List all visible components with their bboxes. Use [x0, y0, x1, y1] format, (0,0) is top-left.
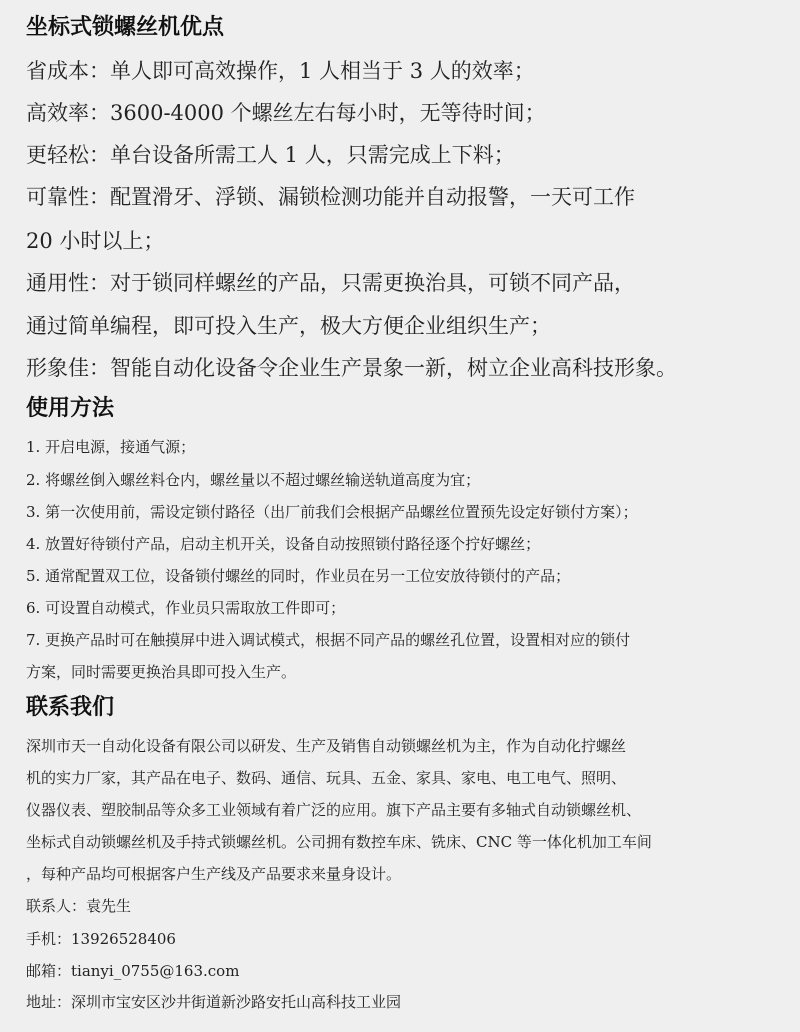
- contact-line: 深圳市天一自动化设备有限公司以研发、生产及销售自动锁螺丝机为主，作为自动化拧螺丝: [26, 737, 627, 755]
- contact-phone: 手机：13926528406: [26, 930, 176, 948]
- contact-line: 机的实力厂家，其产品在电子、数码、通信、玩具、五金、家具、家电、电工电气、照明、: [26, 769, 627, 787]
- contact-heading: 联系我们: [26, 695, 115, 720]
- advantage-line: 形象佳：智能自动化设备令企业生产景象一新，树立企业高科技形象。: [26, 356, 677, 380]
- usage-line: 7. 更换产品时可在触摸屏中进入调试模式，根据不同产品的螺丝孔位置，设置相对应的锁付: [26, 631, 631, 649]
- contact-line: 仪器仪表、塑胶制品等众多工业领域有着广泛的应用。旗下产品主要有多轴式自动锁螺丝机、: [26, 801, 642, 819]
- advantage-line: 通用性：对于锁同样螺丝的产品，只需更换治具，可锁不同产品，: [26, 271, 635, 295]
- usage-line: 1. 开启电源，接通气源；: [26, 438, 196, 456]
- contact-line: 坐标式自动锁螺丝机及手持式锁螺丝机。公司拥有数控车床、铣床、CNC 等一体化机加工车间: [26, 833, 652, 851]
- contact-line: ，每种产品均可根据客户生产线及产品要求来量身设计。: [26, 865, 402, 883]
- advantage-line: 高效率：3600-4000 个螺丝左右每小时，无等待时间；: [26, 101, 546, 125]
- advantage-line: 通过简单编程，即可投入生产，极大方便企业组织生产；: [26, 314, 551, 338]
- advantages-heading: 坐标式锁螺丝机优点: [26, 15, 225, 40]
- contact-person: 联系人：袁先生: [26, 897, 132, 915]
- usage-line: 2. 将螺丝倒入螺丝料仓内，螺丝量以不超过螺丝输送轨道高度为宜；: [26, 471, 481, 489]
- advantage-line: 省成本：单人即可高效操作，1 人相当于 3 人的效率；: [26, 59, 535, 83]
- contact-address: 地址：深圳市宝安区沙井街道新沙路安托山高科技工业园: [26, 993, 402, 1011]
- usage-heading: 使用方法: [26, 396, 115, 421]
- usage-line: 方案，同时需要更换治具即可投入生产。: [26, 663, 297, 681]
- usage-line: 3. 第一次使用前，需设定锁付路径（出厂前我们会根据产品螺丝位置预先设定好锁付方案）；: [26, 503, 638, 521]
- advantage-line: 20 小时以上；: [26, 229, 165, 253]
- usage-line: 6. 可设置自动模式，作业员只需取放工件即可；: [26, 599, 346, 617]
- usage-line: 4. 放置好待锁付产品，启动主机开关，设备自动按照锁付路径逐个拧好螺丝；: [26, 535, 541, 553]
- advantage-line: 更轻松：单台设备所需工人 1 人，只需完成上下料；: [26, 143, 515, 167]
- advantage-line: 可靠性：配置滑牙、浮锁、漏锁检测功能并自动报警，一天可工作: [26, 185, 635, 209]
- usage-line: 5. 通常配置双工位，设备锁付螺丝的同时，作业员在另一工位安放待锁付的产品；: [26, 567, 571, 585]
- contact-email: 邮箱：tianyi_0755@163.com: [26, 962, 240, 980]
